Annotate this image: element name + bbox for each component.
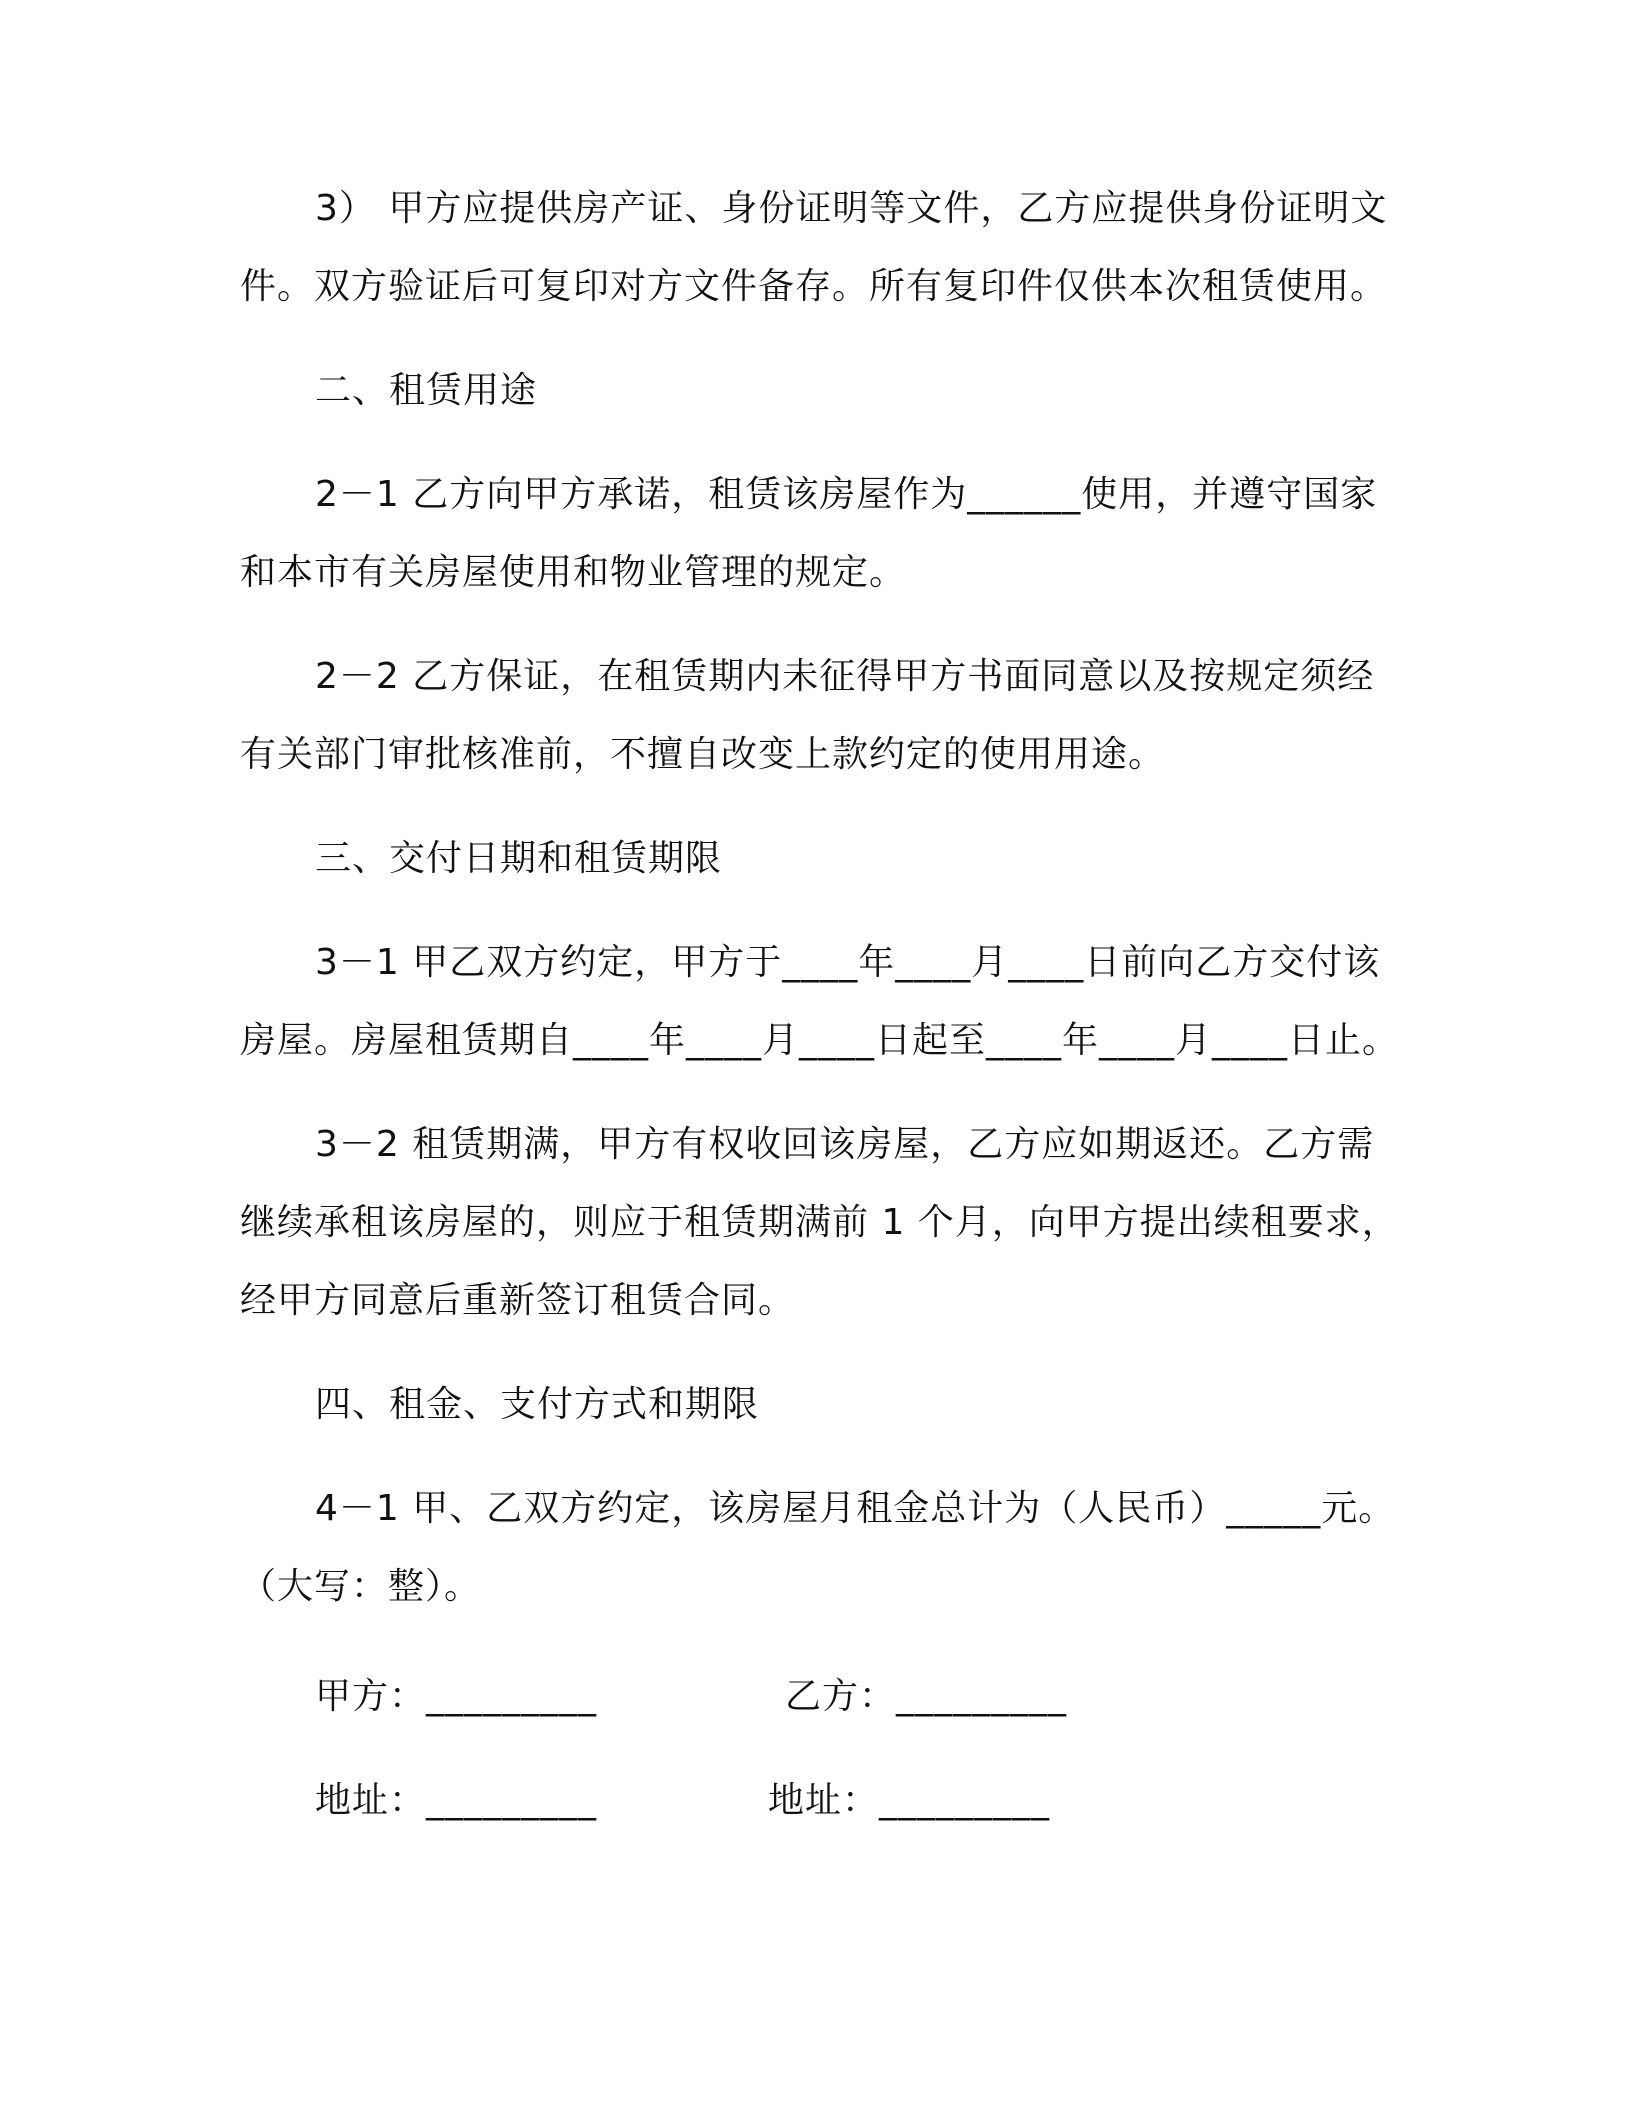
signature-row-addresses xyxy=(240,1777,1390,1825)
clause-4-1-line-1: 4－1 甲、乙双方约定，该房屋月租金总计为（人民币）_____元。 xyxy=(315,1488,1396,1529)
clause-4-1-line-2: （大写：整）。 xyxy=(240,1566,482,1607)
clause-1-3-line-2: 件。双方验证后可复印对方文件备存。所有复印件仅供本次租赁使用。 xyxy=(240,266,1388,307)
clause-3-2-line-3: 经甲方同意后重新签订租赁合同。 xyxy=(240,1280,796,1321)
clause-2-1-line-2: 和本市有关房屋使用和物业管理的规定。 xyxy=(240,552,907,593)
clause-3-1 xyxy=(240,939,1400,1065)
party-a-signature: 甲方：_________ xyxy=(315,1676,598,1717)
clause-2-1 xyxy=(240,471,1390,597)
clause-1-3-line-1: 3） 甲方应提供房产证、身份证明等文件，乙方应提供身份证明文 xyxy=(315,188,1388,229)
clause-2-2-line-2: 有关部门审批核准前，不擅自改变上款约定的使用用途。 xyxy=(240,734,1166,775)
party-a-address: 地址：_________ xyxy=(315,1780,598,1821)
contract-page xyxy=(240,185,1400,1825)
clause-3-1-line-1: 3－1 甲乙双方约定，甲方于____年____月____日前向乙方交付该 xyxy=(315,942,1381,983)
signature-row-parties xyxy=(240,1673,1390,1721)
clause-3-2-line-1: 3－2 租赁期满，甲方有权收回该房屋，乙方应如期返还。乙方需 xyxy=(315,1124,1375,1165)
section-heading-rent-payment: 四、租金、支付方式和期限 xyxy=(315,1384,760,1425)
party-b-address: 地址：_________ xyxy=(768,1780,1051,1821)
clause-3-1-line-2: 房屋。房屋租赁期自____年____月____日起至____年____月____日止。 xyxy=(240,1020,1400,1061)
clause-1-3 xyxy=(240,185,1390,311)
clause-2-2-line-1: 2－2 乙方保证，在租赁期内未征得甲方书面同意以及按规定须经 xyxy=(315,656,1375,697)
clause-2-2 xyxy=(240,653,1390,779)
party-b-signature: 乙方：_________ xyxy=(785,1676,1068,1717)
clause-4-1 xyxy=(240,1485,1396,1611)
clause-3-2-line-2: 继续承租该房屋的，则应于租赁期满前 1 个月，向甲方提出续租要求， xyxy=(240,1202,1399,1243)
clause-2-1-line-1: 2－1 乙方向甲方承诺，租赁该房屋作为______使用，并遵守国家 xyxy=(315,474,1378,515)
clause-3-2 xyxy=(240,1121,1399,1325)
section-heading-delivery-term: 三、交付日期和租赁期限 xyxy=(315,838,723,879)
section-heading-usage: 二、租赁用途 xyxy=(315,370,538,411)
